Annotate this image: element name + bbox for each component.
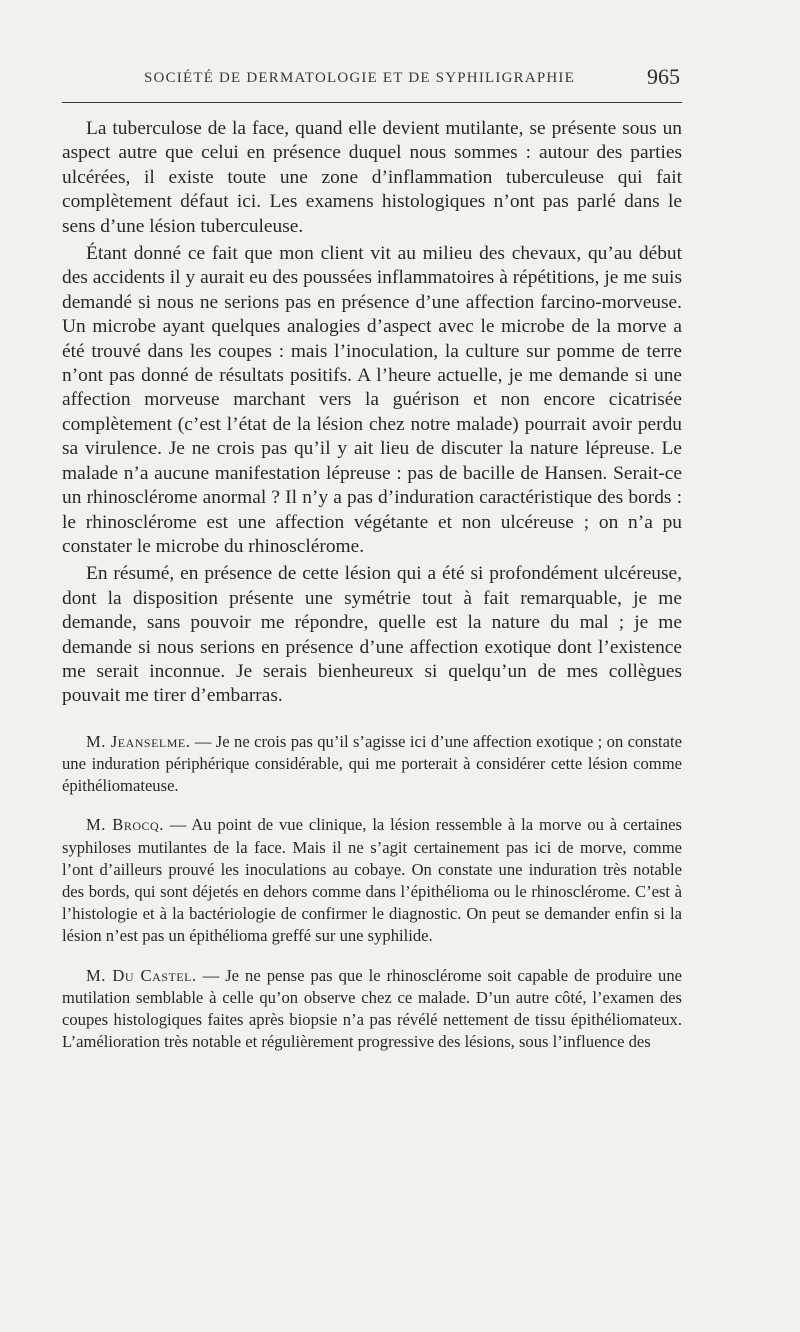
page-header [62, 62, 682, 94]
header-rule [62, 102, 682, 103]
paragraph-etant-donne: Étant donné ce fait que mon client vit au milieu des chevaux, qu’au début des accidents il y aurait eu des poussées inflammatoires à répétitions, je me suis demandé si nous ne serions pas en présence d’une affection farcino-morveuse. Un microbe ayant quelques analogies d’aspect avec le microbe de la morve a été trouvé dans les coupes : mais l’inoculation, la culture sur pomme de terre n’ont pas donné de résultats positifs. A l’heure actuelle, je me demande si une affection morveuse marchant vers la guérison et non encore cicatrisée complètement (c’est l’état de la lésion chez notre malade) pourrait avoir perdu sa virulence. Je ne crois pas qu’il y ait lieu de discuter la nature lépreuse. Le malade n’a aucune manifestation lépreuse : pas de bacille de Hansen. Serait-ce un rhinosclérome anormal ? Il n’y a pas d’induration caractéristique des bords : le rhinosclérome est une affection végétante et non ulcéreuse ; on n’a pu constater le microbe du rhinosclérome. [62, 243, 682, 557]
paragraph-en-resume: En résumé, en présence de cette lésion qui a été si profondément ulcéreuse, dont la disposition présente une symétrie tout à fait remarquable, je me demande, sans pouvoir me répondre, quelle est la nature du mal ; je me demande si nous serions en présence d’une affection exotique dont l’existence me serait inconnue. Je serais bienheureux si quelqu’un de mes collègues pouvait me tirer d’embarras. [62, 563, 682, 707]
paragraph-tuberculose: La tuberculose de la face, quand elle devient mutilante, se présente sous un aspect autre que celui en présence duquel nous sommes : autour des parties ulcérées, il existe toute une zone d’inflammation tuberculeuse qui fait complètement défaut ici. Les examens histologiques n’ont pas parlé dans le sens d’une lésion tuberculeuse. [62, 118, 682, 237]
discussion-jeanselme [62, 731, 682, 798]
discussion-text: — Je ne pense pas que le rhinosclérome soit capable de produire une mutilation semblable à celle qu’on observe chez ce malade. D’un autre côté, l’examen des coupes histologiques faites après biopsie n’a pas révélé nettement de tissu épithéliomateux. L’amélioration très notable et régulièrement progressive des lésions, sous l’influence des [62, 965, 682, 1052]
speaker-name: M. Brocq. [86, 815, 164, 835]
running-head: SOCIÉTÉ DE DERMATOLOGIE ET DE SYPHILIGRAPHIE [144, 70, 575, 86]
speaker-name: M. Jeanselme. [86, 731, 191, 751]
page-number: 965 [647, 64, 680, 89]
discussion-text: — Au point de vue clinique, la lésion ressemble à la morve ou à certaines syphiloses mutilantes de la face. Mais il ne s’agit certainement pas ici de morve, comme l’ont d’ailleurs prouvé les inoculations au cobaye. On constate une induration très notable des bords, qui sont déjetés en dehors comme dans l’épithélioma ou le rhinosclérome. C’est à l’histologie et à la bactériologie de confirmer le diagnostic. On peut se demander enfin si la lésion n’est pas un épithélioma greffé sur une syphilide. [62, 815, 682, 946]
discussion-text: — Je ne crois pas qu’il s’agisse ici d’une affection exotique ; on constate une induration périphérique considérable, qui me porterait à considérer cette lésion comme épithéliomateuse. [62, 731, 683, 796]
discussion-brocq [62, 814, 682, 947]
discussion-du-castel [62, 965, 682, 1054]
speaker-name: M. Du Castel. [86, 965, 197, 985]
body-text [62, 117, 682, 1053]
